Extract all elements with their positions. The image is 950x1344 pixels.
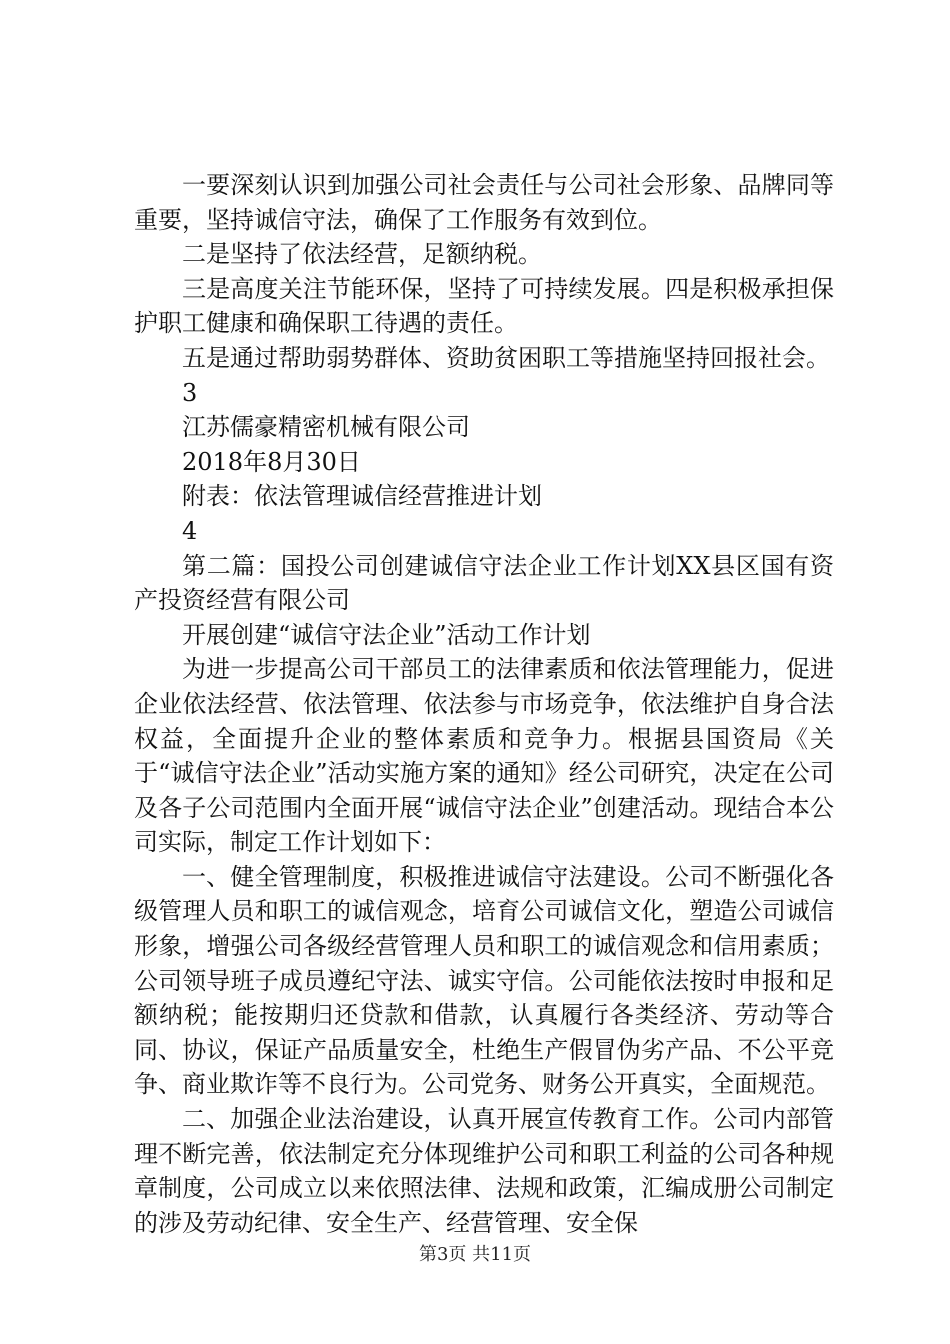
- document-body: [134, 168, 834, 1240]
- paragraph-tax: 二是坚持了依法经营，足额纳税。: [182, 240, 542, 269]
- page-footer: 第3页 共11页: [418, 1244, 532, 1265]
- paragraph-section-two: 二、加强企业法治建设，认真开展宣传教育工作。公司内部管理不断完善，依法制定充分体现维护公司和职工利益的公司各种规章制度，公司成立以来依照法律、法规和政策，汇编成册公司制定的涉及劳动纪律、安全生产、经营管理、安全保: [134, 1105, 834, 1237]
- paragraph-social-responsibility: 一要深刻认识到加强公司社会责任与公司社会形象、品牌同等重要，坚持诚信守法，确保了工作服务有效到位。: [134, 171, 834, 234]
- document-date: 2018年8月30日: [182, 447, 361, 476]
- paragraph-environment: 三是高度关注节能环保，坚持了可持续发展。四是积极承担保护职工健康和确保职工待遇的责任。: [134, 274, 834, 338]
- paragraph-section-one: 一、健全管理制度，积极推进诚信守法建设。公司不断强化各级管理人员和职工的诚信观念，培育公司诚信文化，塑造公司诚信形象，增强公司各级经营管理人员和职工的诚信观念和信用素质；公司领导班子成员遵纪守法、诚实守信。公司能依法按时申报和足额纳税；能按期归还贷款和借款，认真履行各类经济、劳动等合同、协议，保证产品质量安全，杜绝生产假冒伪劣产品、不公平竞争、商业欺诈等不良行为。公司党务、财务公开真实，全面规范。: [134, 862, 834, 1099]
- section-number-4: 4: [182, 516, 198, 545]
- paragraph-give-back: 五是通过帮助弱势群体、资助贫困职工等措施坚持回报社会。: [182, 343, 830, 372]
- plan-title: 开展创建“诚信守法企业”活动工作计划: [182, 620, 591, 649]
- section-number-3: 3: [182, 378, 198, 407]
- chapter-two-heading: 第二篇：国投公司创建诚信守法企业工作计划XX县区国有资产投资经营有限公司: [134, 551, 834, 615]
- company-name: 江苏儒豪精密机械有限公司: [182, 413, 470, 442]
- paragraph-intro: 为进一步提高公司干部员工的法律素质和依法管理能力，促进企业依法经营、依法管理、依法参与市场竞争，依法维护自身合法权益，全面提升企业的整体素质和竞争力。根据县国资局《关于“诚信守法企业”活动实施方案的通知》经公司研究，决定在公司及各子公司范围内全面开展“诚信守法企业”创建活动。现结合本公司实际，制定工作计划如下：: [134, 655, 834, 857]
- attachment-title: 附表：依法管理诚信经营推进计划: [182, 482, 542, 511]
